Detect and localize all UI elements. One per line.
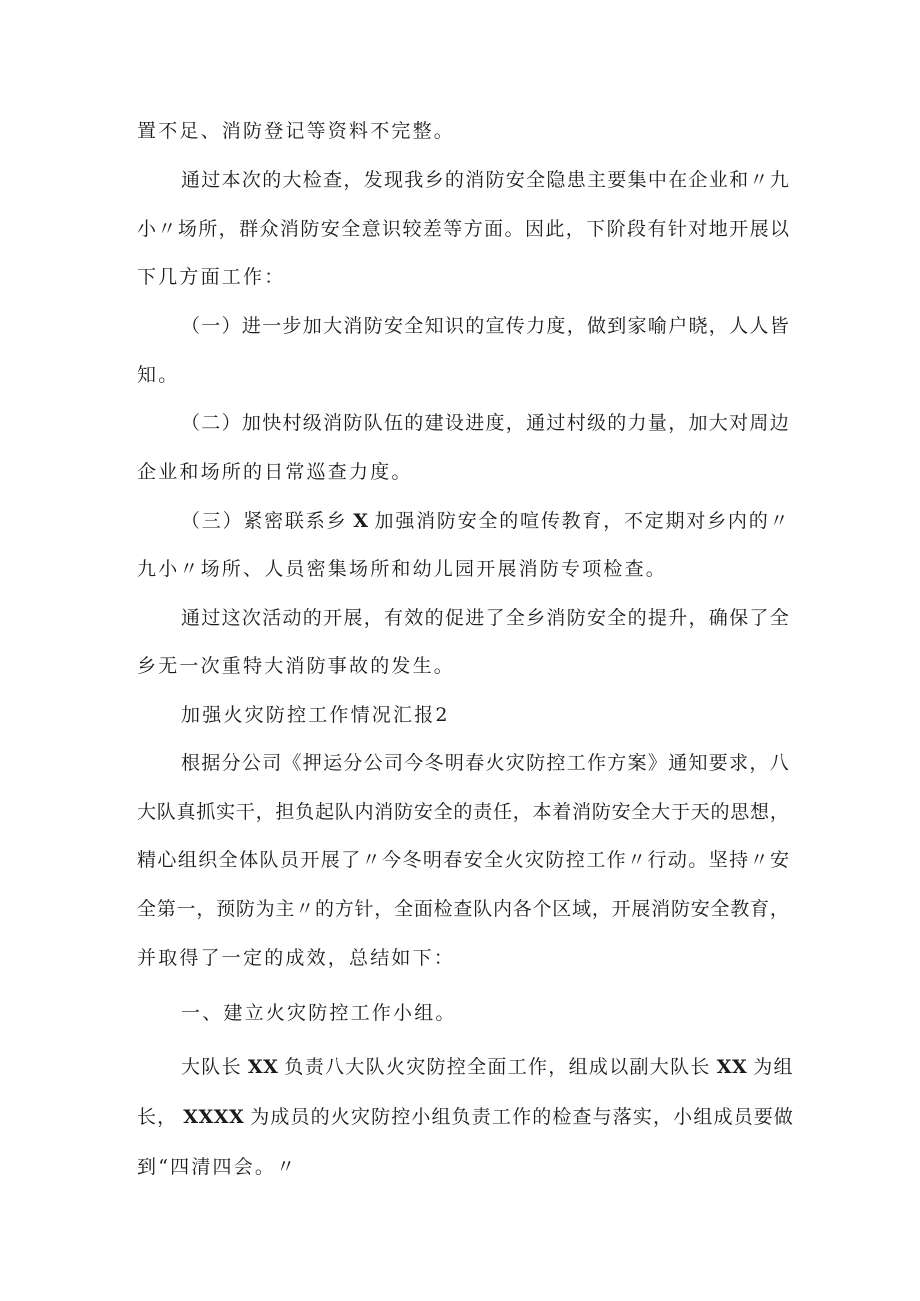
text-segment: XXXX: [183, 1106, 245, 1128]
text-line: [137, 1105, 794, 1129]
text-line: 下几方面工作：: [137, 266, 286, 288]
text-line: （二）加快村级消防队伍的建设进度，通过村级的力量，加大对周边: [181, 412, 791, 434]
text-segment: XX: [247, 1056, 279, 1078]
text-line: [181, 509, 790, 533]
text-segment: 加强消防安全的喧传教育，不定期对乡内的〃: [374, 510, 791, 532]
text-line: 根据分公司《押运分公司今冬明春火灾防控工作方案》通知要求，八: [181, 752, 791, 774]
text-line: 通过这次活动的开展，有效的促进了全乡消防安全的提升，确保了全: [181, 607, 791, 629]
text-line: 知。: [137, 364, 180, 386]
text-line: 乡无一次重特大消防事故的发生。: [137, 655, 456, 677]
text-line: 企业和场所的日常巡查力度。: [137, 461, 413, 483]
text-line: 置不足、消防登记等资料不完整。: [137, 120, 456, 142]
text-line: 九小〃场所、人员密集场所和幼儿园开展消防专项检查。: [137, 558, 668, 580]
text-line: 大队真抓实干，担负起队内消防安全的责任，本着消防安全大于天的思想，: [137, 801, 790, 823]
text-segment: 为组: [753, 1056, 794, 1078]
text-line: [181, 1055, 794, 1079]
text-segment: 负责八大队火灾防控全面工作，组成以副大队长: [284, 1056, 711, 1078]
text-line: 小〃场所，群众消防安全意识较差等方面。因此，下阶段有针对地开展以: [137, 218, 791, 240]
section-heading: 加强火灾防控工作情况汇报2: [181, 704, 450, 726]
text-segment: （三）紧密联系乡: [181, 510, 348, 532]
text-line: 全第一，预防为主〃的方针，全面检查队内各个区域，开展消防安全教育，: [137, 898, 790, 920]
text-line: 精心组织全体队员开展了〃今冬明春安全火灾防控工作〃行动。坚持〃安: [137, 849, 791, 871]
text-line: （一）进一步加大消防安全知识的宣传力度，做到家喻户晓，人人皆: [181, 315, 791, 337]
text-segment: X: [353, 510, 369, 532]
text-line: 到“四清四会。〃: [137, 1156, 298, 1178]
text-segment: XX: [716, 1056, 748, 1078]
text-line: 一、建立火灾防控工作小组。: [181, 1002, 457, 1024]
text-line: 通过本次的大检查，发现我乡的消防安全隐患主要集中在企业和〃九: [181, 169, 791, 191]
text-segment: 长，: [137, 1106, 178, 1128]
text-line: 并取得了一定的成效，总结如下：: [137, 947, 456, 969]
text-segment: 大队长: [181, 1056, 242, 1078]
text-segment: 为成员的火灾防控小组负责工作的检查与落实，小组成员要做: [250, 1106, 795, 1128]
